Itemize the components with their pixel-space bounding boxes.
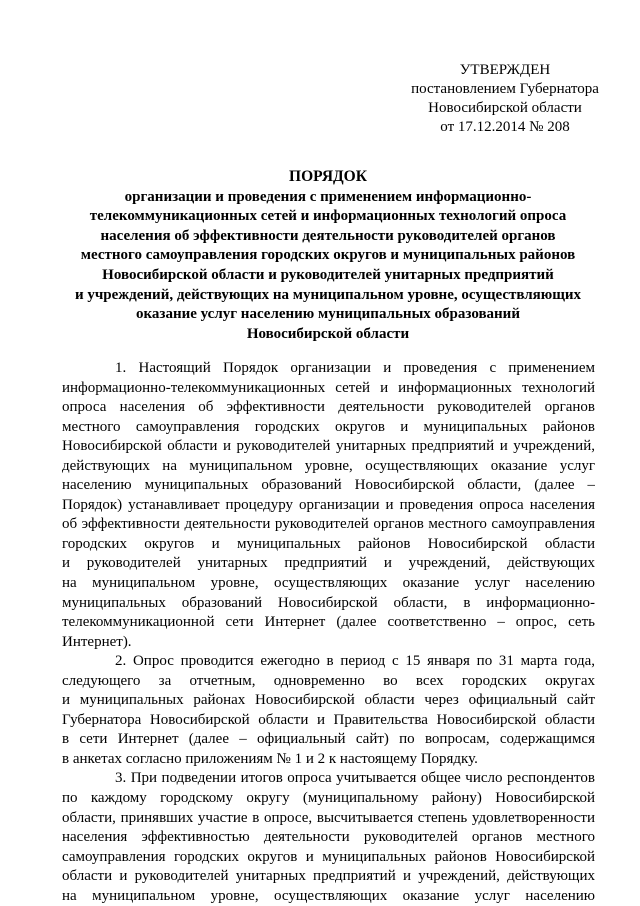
approval-line: УТВЕРЖДЕН: [459, 62, 551, 78]
paragraph-line: об эффективности деятельности руководителей органов местного самоуправления: [62, 516, 595, 533]
paragraph-line: населению муниципальных образований Новосибирской области, (далее –: [62, 477, 595, 494]
paragraph-line: области, принявших участие в опросе, высчитывается степень удовлетворенности: [62, 809, 595, 826]
title-line: Новосибирской области и руководителей унитарных предприятий: [102, 266, 554, 283]
paragraph-line: в сети Интернет (далее – официальный сайт) по вопросам, содержащимся: [62, 731, 595, 748]
document-body: [62, 359, 595, 906]
paragraph-1: [62, 359, 595, 652]
paragraph-line: 1. Настоящий Порядок организации и проведения с применением: [115, 360, 595, 376]
paragraph-2: [62, 652, 595, 769]
approval-line: от 17.12.2014 № 208: [440, 119, 570, 135]
paragraph-line: и руководителей унитарных предприятий и учреждений, действующих: [62, 555, 595, 572]
title-line: местного самоуправления городских округов и муниципальных районов: [80, 247, 576, 264]
paragraph-line: городских округов и муниципальных районов Новосибирской области: [62, 535, 595, 552]
paragraph-line: самоуправления городских округов и муниципальных районов Новосибирской: [62, 848, 595, 865]
document-title: [62, 167, 594, 344]
paragraph-line: и муниципальных районах Новосибирской области через официальный сайт: [62, 692, 595, 709]
paragraph-line: Интернет).: [62, 633, 132, 650]
title-line: Новосибирской области: [246, 325, 410, 342]
title-line: оказание услуг населению муниципальных образований: [136, 306, 520, 323]
paragraph-line: 3. При подведении итогов опроса учитывается общее число респондентов: [115, 770, 595, 787]
paragraph-line: действующих на муниципальном уровне, осуществляющих оказание услуг: [62, 457, 595, 474]
paragraph-line: Новосибирской области и руководителей унитарных предприятий и учреждений,: [62, 438, 595, 455]
title-line: телекоммуникационных сетей и информационных технологий опроса: [89, 208, 567, 225]
paragraph-line: опроса населения об эффективности деятельности руководителей органов: [62, 399, 595, 416]
paragraph-line: местного самоуправления городских округов и муниципальных районов: [62, 418, 595, 435]
paragraph-line: следующего за отчетным, одновременно во всех городских округах: [62, 672, 595, 689]
paragraph-line: телекоммуникационной сети Интернет (далее соответственно – опрос, сеть: [62, 614, 595, 631]
title-line: населения об эффективности деятельности руководителей органов: [100, 227, 556, 244]
paragraph-line: на муниципальном уровне, осуществляющих оказание услуг населению: [62, 887, 595, 904]
title-line: и учреждений, действующих на муниципальном уровне, осуществляющих: [74, 286, 582, 303]
paragraph-line: области и руководителей унитарных предприятий и учреждений, действующих: [62, 868, 595, 885]
approval-line: постановлением Губернатора: [411, 81, 599, 97]
paragraph-line: на муниципальном уровне, осуществляющих оказание услуг населению: [62, 575, 595, 592]
approval-stamp: [395, 61, 615, 137]
paragraph-line: Губернатора Новосибирской области и Правительства Новосибирской области: [62, 711, 595, 728]
document-heading: ПОРЯДОК: [289, 168, 367, 185]
approval-line: Новосибирской области: [428, 100, 582, 116]
paragraph-line: по каждому городскому округу (муниципальному району) Новосибирской: [62, 790, 595, 807]
paragraph-line: муниципальных образований Новосибирской области, в информационно-: [62, 594, 595, 611]
paragraph-line: в анкетах согласно приложениям № 1 и 2 к настоящему Порядку.: [62, 750, 478, 767]
paragraph-line: 2. Опрос проводится ежегодно в период с 15 января по 31 марта года,: [115, 653, 595, 670]
title-line: организации и проведения с применением информационно-: [124, 188, 532, 205]
paragraph-line: населения эффективностью деятельности руководителей органов местного: [62, 829, 595, 846]
paragraph-3: [62, 769, 595, 906]
paragraph-line: информационно-телекоммуникационных сетей и информационных технологий: [62, 379, 595, 396]
paragraph-line: Порядок) устанавливает процедуру организации и проведения опроса населения: [62, 496, 595, 513]
